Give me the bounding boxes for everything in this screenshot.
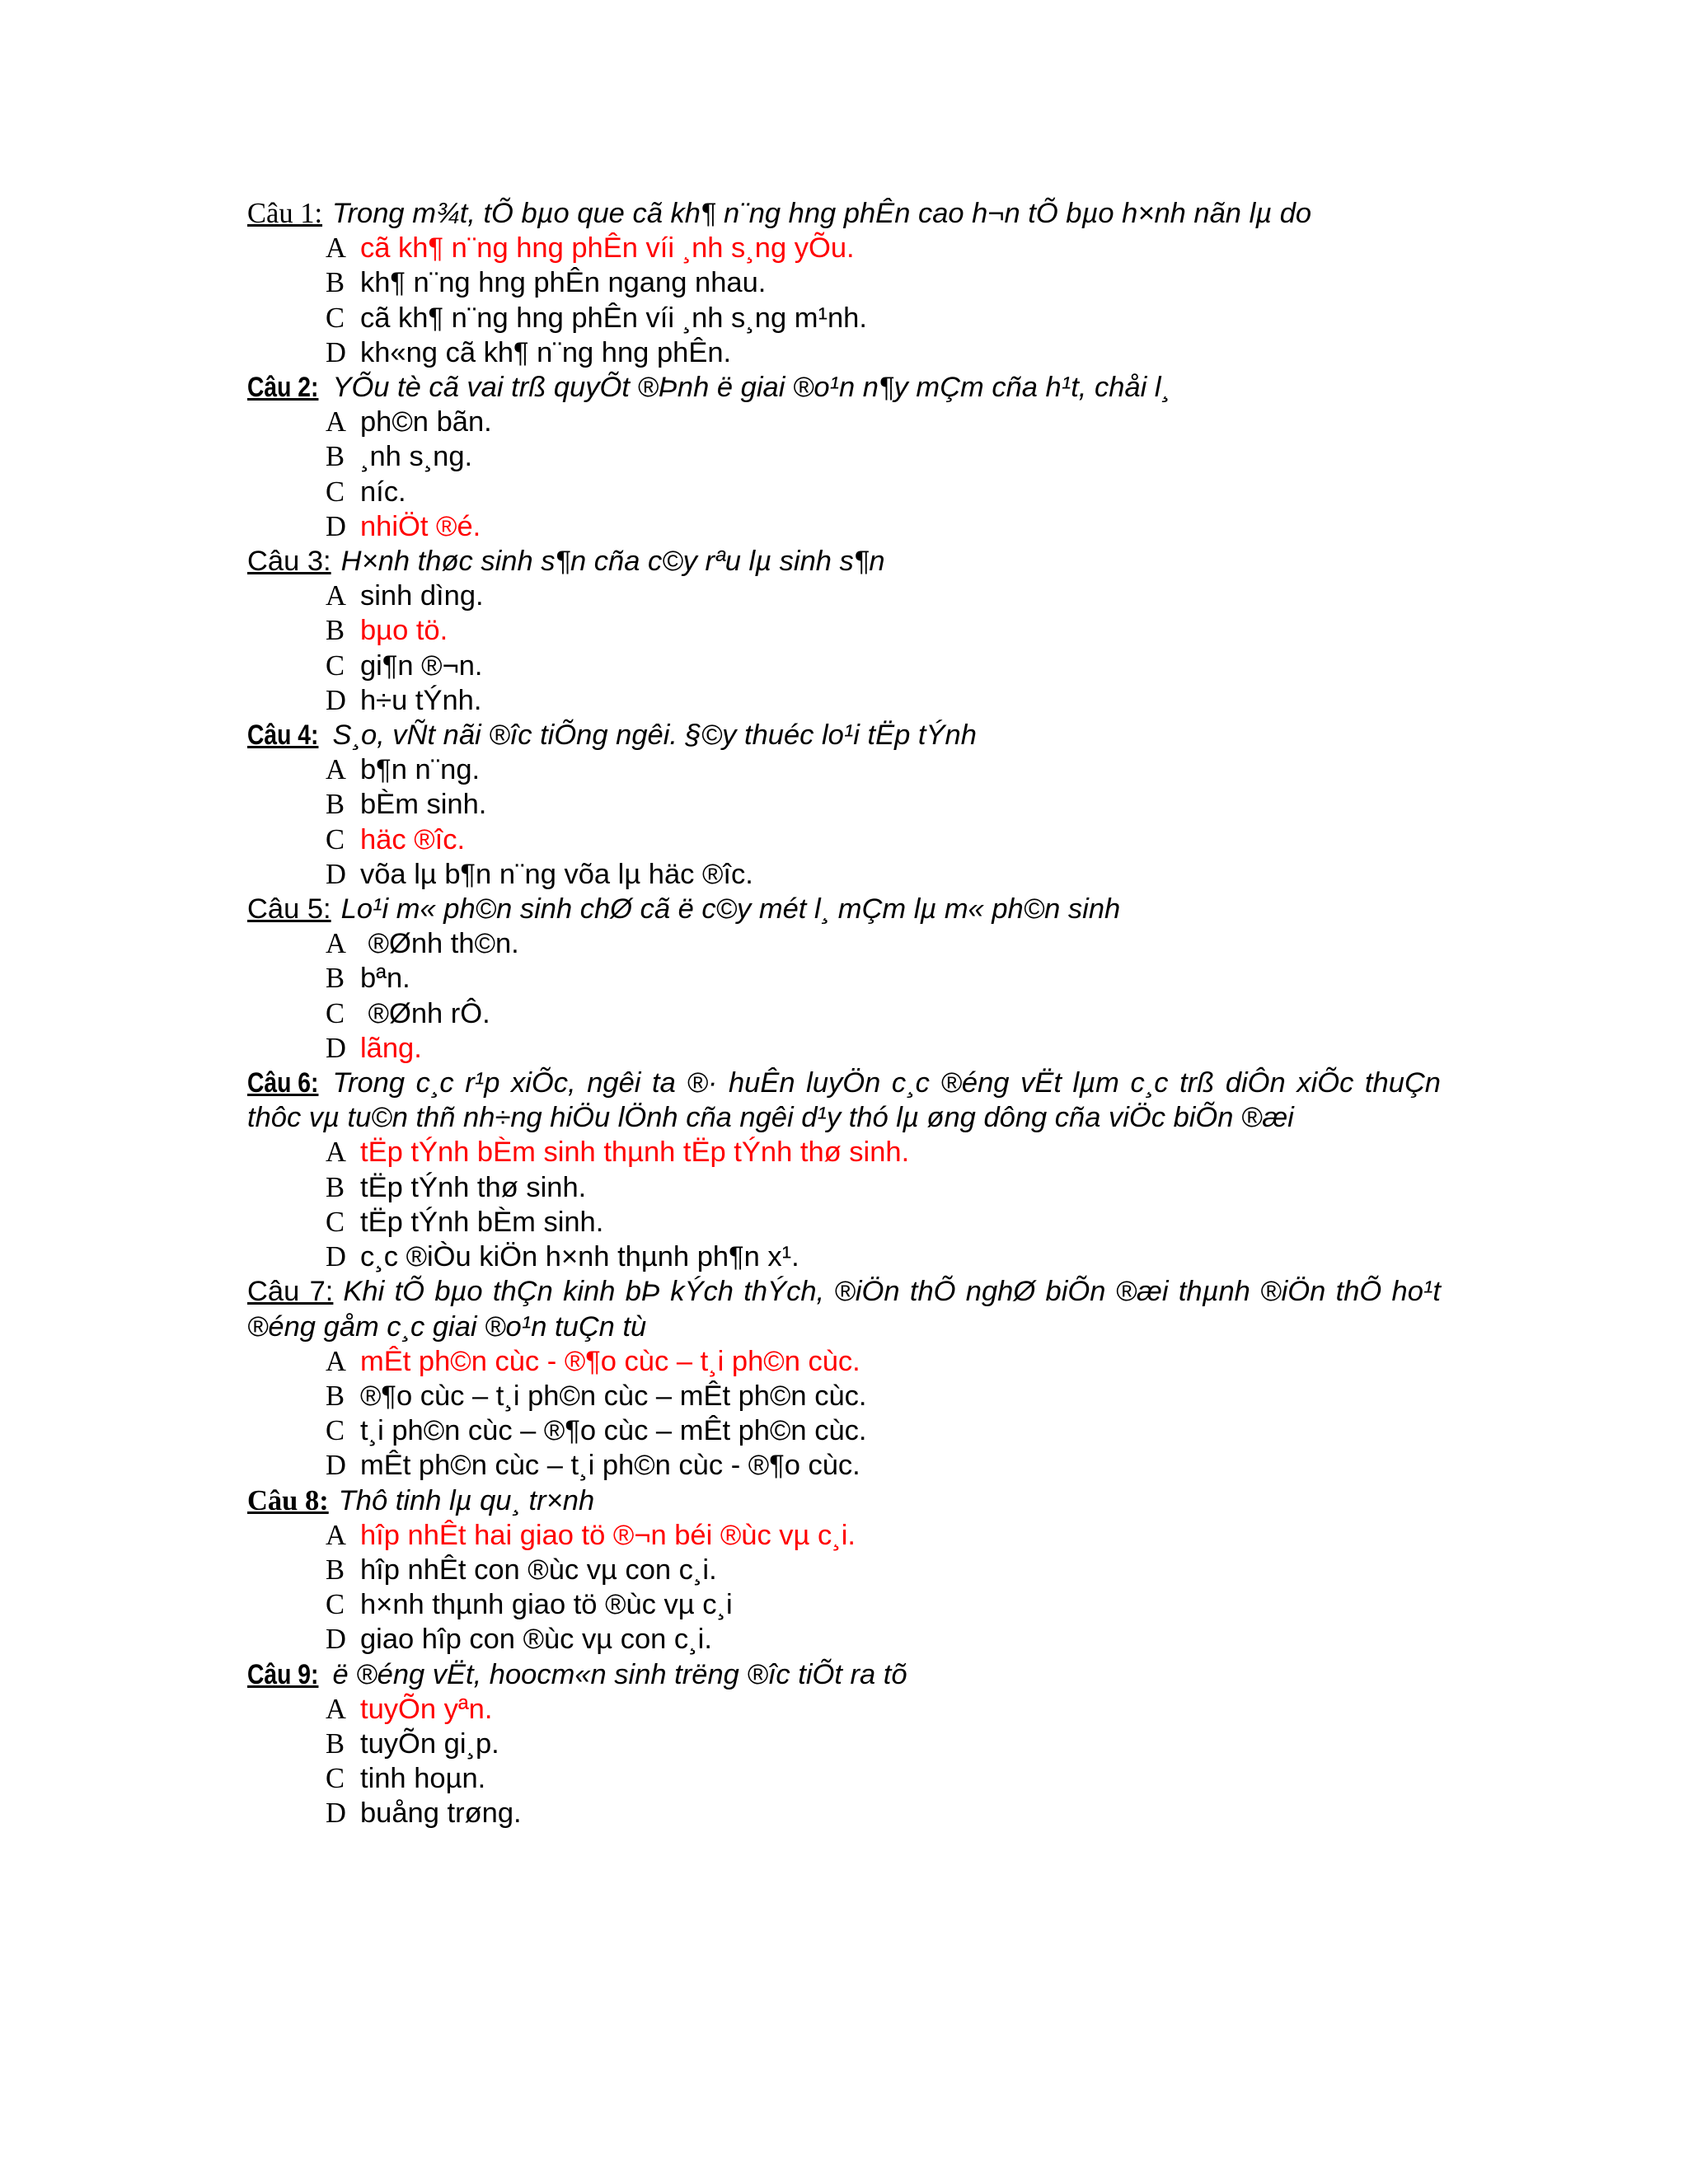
option-text: bµo tö. (360, 615, 448, 647)
option-list (247, 231, 1441, 370)
option-text: tinh hoµn. (360, 1763, 486, 1795)
option-list (247, 926, 1441, 1066)
option-text: hîp nhÊt hai giao tö ®¬n béi ®ùc vµ c¸i. (360, 1519, 856, 1551)
option-text: kh«ng cã kh¶ n¨ng hng phÊn. (360, 336, 732, 368)
option-d (247, 1622, 1441, 1657)
option-letter: B (326, 1171, 345, 1203)
option-a (247, 752, 1441, 787)
option-letter: C (326, 649, 345, 682)
option-letter: B (326, 1380, 345, 1412)
option-letter: C (326, 302, 345, 334)
option-text: bÈm sinh. (360, 789, 487, 821)
option-letter: D (326, 684, 346, 716)
question-6 (247, 1066, 1441, 1274)
option-text: ®Ønh th©n. (360, 928, 519, 960)
option-b (247, 787, 1441, 822)
option-letter: A (326, 1519, 346, 1551)
option-letter: C (326, 476, 345, 508)
option-letter: C (326, 997, 345, 1029)
question-2 (247, 370, 1441, 544)
question-text: Trong c¸c r¹p xiÕc, ngêi ta ®· huÊn luyÖn c¸c ®éng vËt lµm c¸c trß diÔn xiÕc thuÇn thôc vµ tu©n thñ nh÷ng hiÖu lÖnh cña ngêi d¹y thó lµ øng dông cña viÖc biÕn ®æi (247, 1067, 1441, 1134)
option-c (247, 996, 1441, 1031)
option-c (247, 475, 1441, 509)
option-a (247, 405, 1441, 439)
question-label: Câu 4: (247, 719, 319, 752)
question-stem (247, 718, 1441, 752)
option-text: ®Ønh rÔ. (360, 997, 490, 1029)
option-a (247, 1692, 1441, 1727)
question-text: Khi tÕ bµo thÇn kinh bÞ kÝch thÝch, ®iÖn thÕ nghØ biÕn ®æi thµnh ®iÖn thÕ ho¹t ®éng gåm c¸c giai ®o¹n tuÇn tù (247, 1276, 1441, 1343)
question-label: Câu 8: (247, 1484, 329, 1516)
option-d (247, 857, 1441, 892)
option-letter: B (326, 441, 345, 473)
option-text: mÊt ph©n cùc - ®¶o cùc – t¸i ph©n cùc. (360, 1345, 860, 1377)
option-a (247, 1518, 1441, 1553)
option-c (247, 1205, 1441, 1240)
option-letter: A (326, 406, 346, 438)
option-text: tuyÕn yªn. (360, 1693, 493, 1725)
option-list (247, 1518, 1441, 1657)
option-text: cã kh¶ n¨ng hng phÊn víi ¸nh s¸ng m¹nh. (360, 302, 867, 334)
option-letter: C (326, 1589, 345, 1621)
question-text: S¸o, vÑt nãi ®îc tiÕng ngêi. §©y thuéc lo¹i tËp tÝnh (332, 719, 977, 752)
question-label: Câu 2: (247, 372, 319, 404)
option-letter: B (326, 789, 345, 821)
option-list (247, 405, 1441, 544)
option-letter: B (326, 1727, 345, 1760)
option-letter: C (326, 823, 345, 855)
question-4 (247, 718, 1441, 892)
option-list (247, 1344, 1441, 1483)
option-d (247, 1448, 1441, 1483)
question-9 (247, 1657, 1441, 1831)
option-letter: B (326, 1554, 345, 1586)
option-text: mÊt ph©n cùc – t¸i ph©n cùc - ®¶o cùc. (360, 1450, 860, 1482)
option-text: võa lµ b¶n n¨ng võa lµ häc ®îc. (360, 858, 753, 890)
option-c (247, 301, 1441, 335)
option-letter: A (326, 580, 346, 612)
question-text: Thô tinh lµ qu¸ tr×nh (338, 1484, 595, 1516)
option-letter: B (326, 615, 345, 647)
option-letter: C (326, 1206, 345, 1238)
option-d (247, 683, 1441, 718)
option-text: ®¶o cùc – t¸i ph©n cùc – mÊt ph©n cùc. (360, 1380, 867, 1412)
question-text: H×nh thøc sinh s¶n cña c©y rªu lµ sinh s¶n (340, 546, 885, 578)
question-stem (247, 1483, 1441, 1518)
option-text: buång trøng. (360, 1797, 522, 1830)
option-b (247, 439, 1441, 474)
question-text: YÕu tè cã vai trß quyÕt ®Þnh ë giai ®o¹n n¶y mÇm cña h¹t, chåi l¸ (332, 372, 1171, 404)
question-5 (247, 892, 1441, 1066)
option-text: tËp tÝnh bÈm sinh. (360, 1206, 604, 1238)
question-label: Câu 9: (247, 1658, 319, 1690)
option-letter: D (326, 1032, 346, 1064)
option-d (247, 1240, 1441, 1274)
question-stem (247, 1066, 1441, 1135)
option-d (247, 1031, 1441, 1066)
question-label: Câu 7: (247, 1276, 334, 1308)
option-text: sinh dìng. (360, 580, 484, 612)
option-text: cã kh¶ n¨ng hng phÊn víi ¸nh s¸ng yÕu. (360, 232, 855, 265)
option-list (247, 1135, 1441, 1274)
option-letter: D (326, 1241, 346, 1273)
option-b (247, 1553, 1441, 1587)
question-text: Lo¹i m« ph©n sinh chØ cã ë c©y mét l¸ mÇm lµ m« ph©n sinh (340, 893, 1121, 926)
option-a (247, 1135, 1441, 1169)
option-b (247, 961, 1441, 996)
option-b (247, 1379, 1441, 1413)
option-letter: D (326, 336, 346, 368)
question-stem (247, 892, 1441, 926)
option-letter: C (326, 1763, 345, 1795)
option-text: gi¶n ®¬n. (360, 649, 483, 682)
option-letter: D (326, 1450, 346, 1482)
option-letter: B (326, 267, 345, 299)
option-list (247, 752, 1441, 892)
question-stem (247, 370, 1441, 405)
exam-page (247, 196, 1441, 1831)
option-letter: A (326, 754, 346, 786)
option-letter: C (326, 1415, 345, 1447)
option-text: hîp nhÊt con ®ùc vµ con c¸i. (360, 1554, 717, 1586)
question-stem (247, 544, 1441, 579)
option-text: häc ®îc. (360, 823, 466, 855)
option-b (247, 265, 1441, 300)
question-text: Trong m¾t, tÕ bµo que cã kh¶ n¨ng hng phÊn cao h¬n tÕ bµo h×nh nãn lµ do (332, 198, 1312, 229)
option-letter: D (326, 510, 346, 542)
option-text: bªn. (360, 963, 410, 995)
question-stem (247, 1657, 1441, 1692)
question-label: Câu 3: (247, 546, 331, 578)
option-b (247, 613, 1441, 648)
option-text: giao hîp con ®ùc vµ con c¸i. (360, 1624, 712, 1656)
option-text: c¸c ®iÒu kiÖn h×nh thµnh ph¶n x¹. (360, 1241, 799, 1273)
option-letter: A (326, 1693, 346, 1725)
option-letter: D (326, 858, 346, 890)
option-d (247, 335, 1441, 370)
option-b (247, 1727, 1441, 1761)
question-3 (247, 544, 1441, 718)
option-letter: D (326, 1624, 346, 1656)
option-text: lãng. (360, 1032, 422, 1064)
question-8 (247, 1483, 1441, 1657)
option-text: b¶n n¨ng. (360, 754, 481, 786)
option-text: tuyÕn gi¸p. (360, 1727, 499, 1760)
option-a (247, 579, 1441, 613)
option-text: h×nh thµnh giao tö ®ùc vµ c¸i (360, 1589, 733, 1621)
option-c (247, 1587, 1441, 1622)
option-a (247, 1344, 1441, 1379)
option-letter: B (326, 963, 345, 995)
option-letter: A (326, 928, 346, 960)
option-text: nhiÖt ®é. (360, 510, 481, 542)
option-b (247, 1170, 1441, 1205)
option-a (247, 926, 1441, 961)
question-label: Câu 5: (247, 893, 331, 926)
option-text: h÷u tÝnh. (360, 684, 482, 716)
question-label: Câu 6: (247, 1067, 319, 1099)
option-text: tËp tÝnh bÈm sinh thµnh tËp tÝnh thø sinh. (360, 1137, 910, 1169)
option-c (247, 823, 1441, 857)
question-text: ë ®éng vËt, hoocm«n sinh trëng ®îc tiÕt ra tõ (332, 1658, 907, 1690)
option-c (247, 1761, 1441, 1796)
option-c (247, 649, 1441, 683)
option-list (247, 579, 1441, 718)
option-c (247, 1413, 1441, 1448)
option-letter: A (326, 1137, 346, 1169)
option-text: kh¶ n¨ng hng phÊn ngang nhau. (360, 267, 767, 299)
question-stem (247, 196, 1441, 231)
option-text: t¸i ph©n cùc – ®¶o cùc – mÊt ph©n cùc. (360, 1415, 867, 1447)
option-text: ¸nh s¸ng. (360, 441, 473, 473)
question-label: Câu 1: (247, 198, 323, 229)
question-stem (247, 1274, 1441, 1343)
option-letter: A (326, 232, 346, 265)
option-text: níc. (360, 476, 406, 508)
option-d (247, 1796, 1441, 1830)
option-text: tËp tÝnh thø sinh. (360, 1171, 587, 1203)
option-letter: A (326, 1345, 346, 1377)
option-a (247, 231, 1441, 265)
question-1 (247, 196, 1441, 370)
option-list (247, 1692, 1441, 1831)
option-text: ph©n bãn. (360, 406, 492, 438)
option-letter: D (326, 1797, 346, 1830)
question-7 (247, 1274, 1441, 1483)
option-d (247, 509, 1441, 544)
